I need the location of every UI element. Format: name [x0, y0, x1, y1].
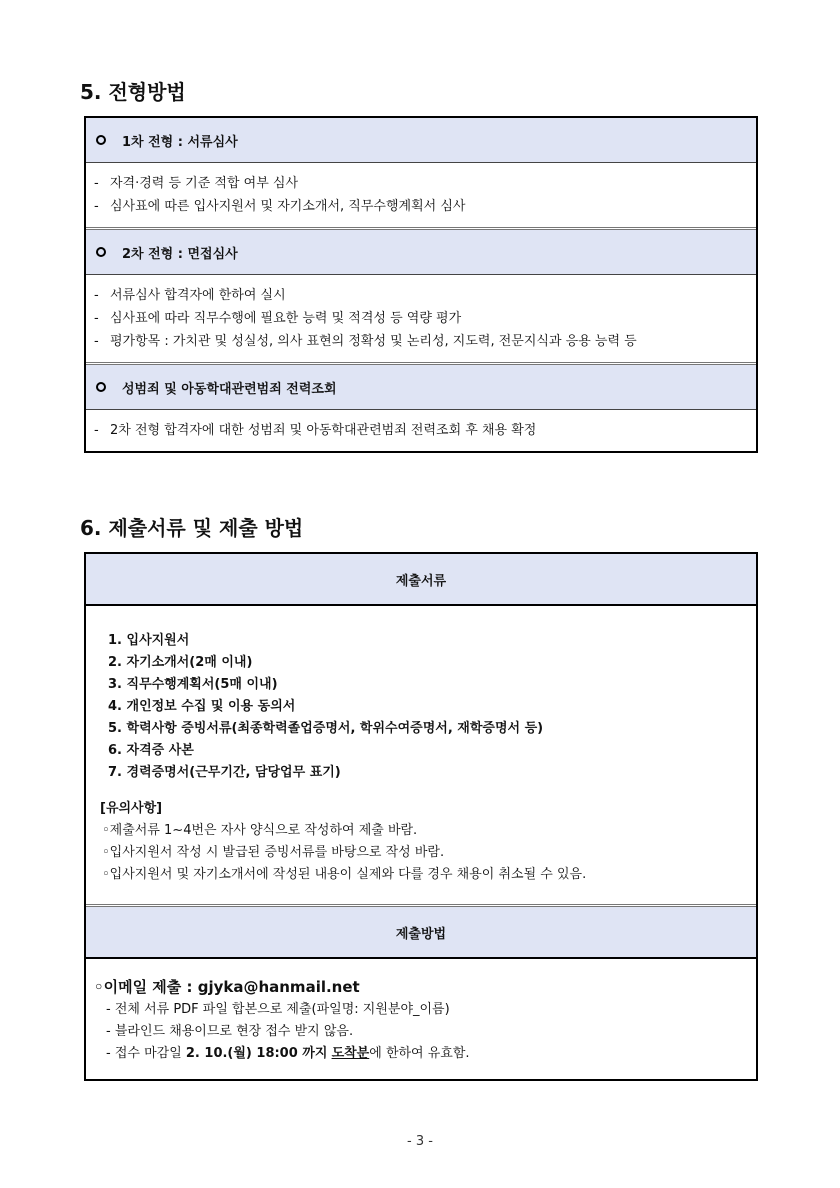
- list-item: 2. 자기소개서(2매 이내): [108, 655, 253, 670]
- method-item: - 전체 서류 PDF 파일 합본으로 제출(파일명: 지원분야_이름): [106, 1002, 450, 1017]
- list-item: - 평가항목 : 가치관 및 성실성, 의사 표현의 정확성 및 논리성, 지도력, 전문지식과 응용 능력 등: [94, 334, 637, 349]
- list-item: - 심사표에 따른 입사지원서 및 자기소개서, 직무수행계획서 심사: [94, 199, 466, 214]
- list-item: 5. 학력사항 증빙서류(최종학력졸업증명서, 학위수여증명서, 재학증명서 등): [108, 721, 544, 736]
- list-item: 4. 개인정보 수집 및 이용 동의서: [108, 699, 296, 714]
- documents-box: [84, 552, 758, 1081]
- stage-3-header-label: 성범죄 및 아동학대관련범죄 전력조회: [122, 381, 337, 397]
- circle-bullet-icon: [96, 382, 106, 392]
- list-item: 3. 직무수행계획서(5매 이내): [108, 677, 278, 692]
- documents-body: [86, 604, 756, 904]
- section-5-title: 5. 전형방법: [80, 80, 186, 104]
- list-item: - 자격·경력 등 기준 적합 여부 심사: [94, 176, 299, 191]
- note-item: ◦입사지원서 작성 시 발급된 증빙서류를 바탕으로 작성 바람.: [102, 845, 445, 860]
- method-item: - 블라인드 채용이므로 현장 접수 받지 않음.: [106, 1024, 354, 1039]
- email-submission: ◦이메일 제출 : gjyka@hanmail.net: [94, 978, 360, 996]
- documents-header: 제출서류: [86, 554, 756, 604]
- method-header: 제출방법: [86, 907, 756, 957]
- page-number: - 3 -: [407, 1134, 433, 1149]
- list-item: - 심사표에 따라 직무수행에 필요한 능력 및 적격성 등 역량 평가: [94, 311, 462, 326]
- deadline-item: - 접수 마감일 2. 10.(월) 18:00 까지 도착분에 한하여 유효함.: [106, 1046, 470, 1061]
- stage-2-header: [86, 230, 756, 274]
- method-body: [86, 957, 756, 1079]
- selection-method-box: [84, 116, 758, 453]
- circle-bullet-icon: [96, 135, 106, 145]
- stage-1-header-label: 1차 전형 : 서류심사: [122, 134, 238, 150]
- stage-1-header: [86, 118, 756, 162]
- notes-title: [유의사항]: [100, 801, 163, 816]
- stage-2-body: [86, 274, 756, 362]
- list-item: 6. 자격증 사본: [108, 743, 194, 758]
- stage-2-header-label: 2차 전형 : 면접심사: [122, 246, 238, 262]
- list-item: 1. 입사지원서: [108, 633, 190, 648]
- note-item: ◦제출서류 1~4번은 자사 양식으로 작성하여 제출 바람.: [102, 823, 418, 838]
- list-item: - 2차 전형 합격자에 대한 성범죄 및 아동학대관련범죄 전력조회 후 채용 확정: [94, 423, 537, 438]
- stage-1-body: [86, 162, 756, 227]
- list-item: - 서류심사 합격자에 한하여 실시: [94, 288, 286, 303]
- stage-3-header: [86, 365, 756, 409]
- deadline-emphasis: 도착분: [331, 1046, 370, 1061]
- documents-list: [100, 630, 742, 784]
- deadline-date: 2. 10.(월) 18:00 까지: [185, 1046, 328, 1061]
- section-6-title: 6. 제출서류 및 제출 방법: [80, 516, 304, 540]
- list-item: 7. 경력증명서(근무기간, 담당업무 표기): [108, 765, 341, 780]
- circle-bullet-icon: [96, 247, 106, 257]
- stage-3-body: [86, 409, 756, 451]
- note-item: ◦입사지원서 및 자기소개서에 작성된 내용이 실제와 다를 경우 채용이 취소될 수 있음.: [102, 867, 587, 882]
